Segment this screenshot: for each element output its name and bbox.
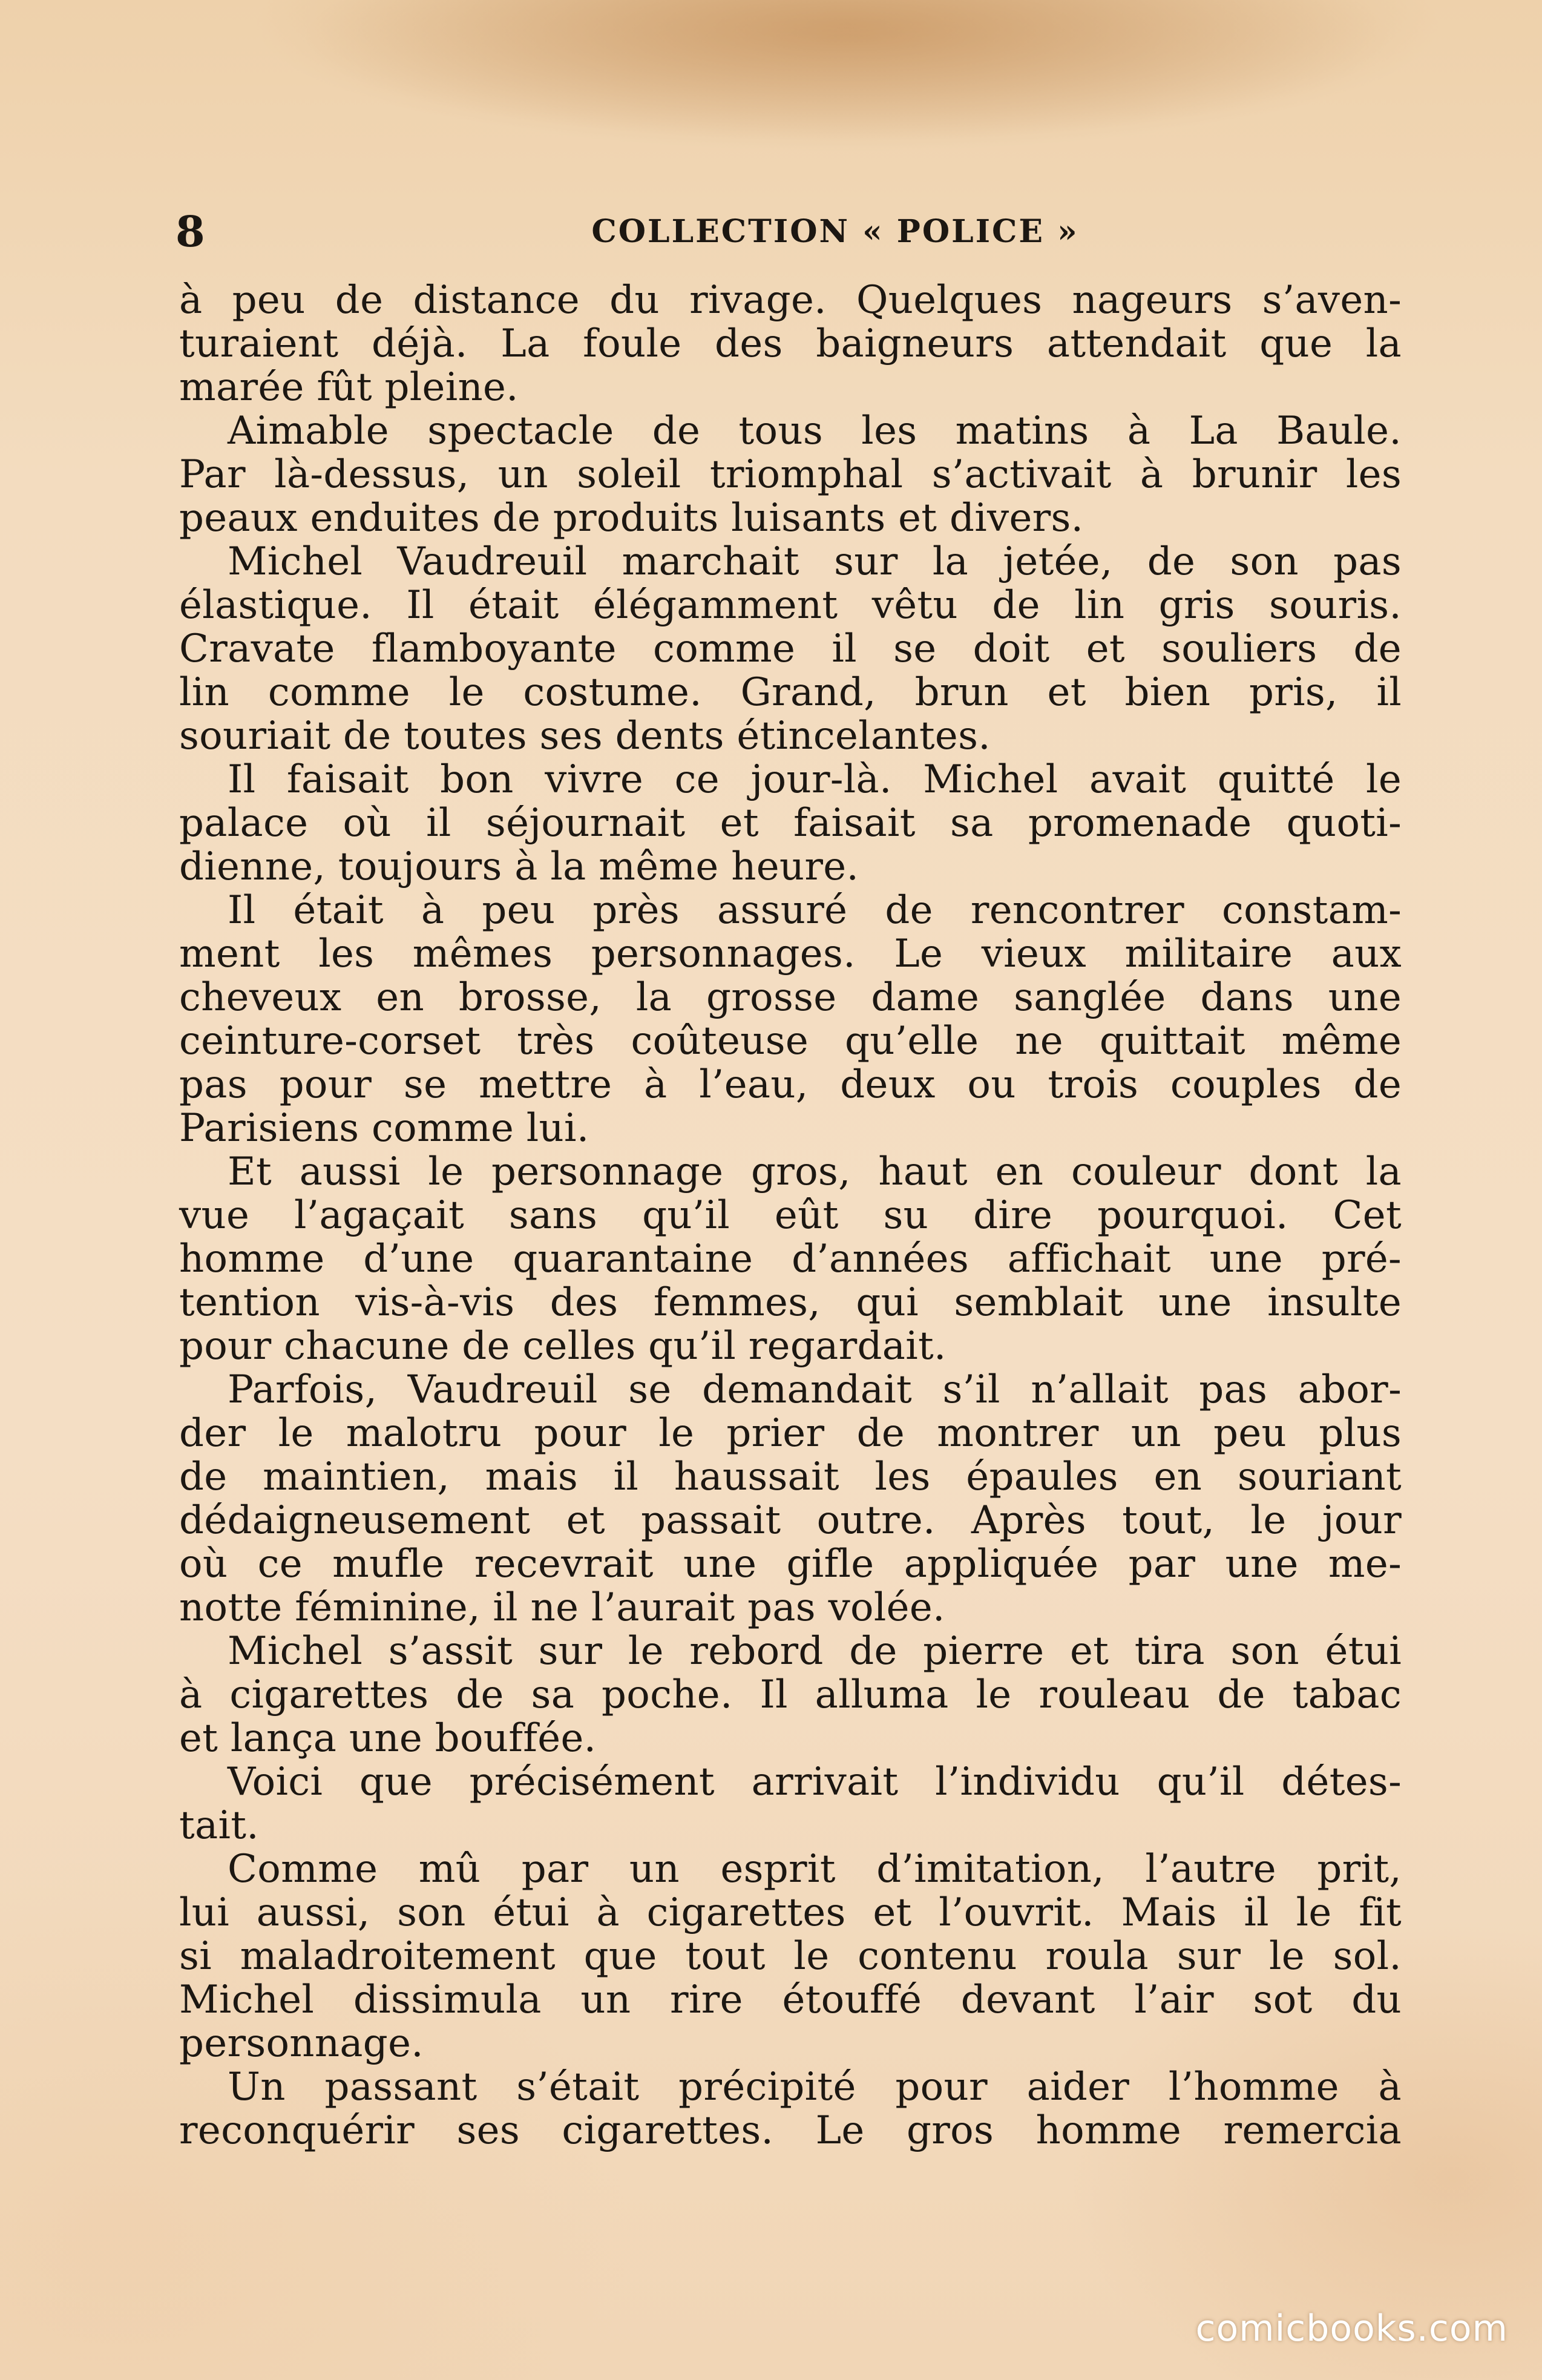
water-stain <box>182 0 1542 200</box>
text-line: pas pour se mettre à l’eau, deux ou trois couples de <box>179 1062 1402 1107</box>
text-line: Aimable spectacle de tous les matins à La Baule. <box>228 409 1402 453</box>
text-line: Par là-dessus, un soleil triomphal s’activait à brunir les <box>179 452 1402 497</box>
text-line: marée fût pleine. <box>179 365 519 410</box>
text-line: tait. <box>179 1803 259 1848</box>
text-line: souriait de toutes ses dents étincelantes. <box>179 714 991 758</box>
text-line: Il faisait bon vivre ce jour-là. Michel avait quitté le <box>228 757 1402 802</box>
text-line: ceinture-corset très coûteuse qu’elle ne quittait même <box>179 1019 1402 1063</box>
text-line: lui aussi, son étui à cigarettes et l’ouvrit. Mais il le fit <box>179 1890 1402 1935</box>
text-line: Cravate flamboyante comme il se doit et souliers de <box>179 626 1402 671</box>
text-line: et lança une bouffée. <box>179 1716 597 1761</box>
text-line: Comme mû par un esprit d’imitation, l’autre prit, <box>228 1847 1402 1892</box>
watermark-logo: comicbooks.com <box>1195 2307 1508 2350</box>
running-head <box>176 205 1398 259</box>
text-line: pour chacune de celles qu’il regardait. <box>179 1324 947 1369</box>
text-line: dienne, toujours à la même heure. <box>179 844 859 889</box>
page-number: 8 <box>176 206 205 257</box>
text-line: turaient déjà. La foule des baigneurs attendait que la <box>179 321 1402 366</box>
text-line: palace où il séjournait et faisait sa promenade quoti- <box>179 801 1402 846</box>
text-line: lin comme le costume. Grand, brun et bien pris, il <box>179 670 1402 715</box>
text-line: à peu de distance du rivage. Quelques nageurs s’aven- <box>179 278 1402 323</box>
text-line: vue l’agaçait sans qu’il eût su dire pourquoi. Cet <box>179 1193 1402 1238</box>
text-line: homme d’une quarantaine d’années affichait une pré- <box>179 1237 1402 1281</box>
text-line: cheveux en brosse, la grosse dame sanglée dans une <box>179 975 1402 1020</box>
text-line: Il était à peu près assuré de rencontrer constam- <box>228 888 1402 933</box>
text-line: de maintien, mais il haussait les épaules en souriant <box>179 1455 1402 1499</box>
text-line: Michel s’assit sur le rebord de pierre et tira son étui <box>228 1629 1402 1674</box>
text-line: tention vis-à-vis des femmes, qui semblait une insulte <box>179 1280 1402 1325</box>
text-line: Michel dissimula un rire étouffé devant l’air sot du <box>179 1977 1402 2022</box>
text-line: reconquérir ses cigarettes. Le gros homme remercia <box>179 2108 1402 2153</box>
text-line: personnage. <box>179 2021 424 2066</box>
text-line: der le malotru pour le prier de montrer un peu plus <box>179 1411 1402 1456</box>
text-line: peaux enduites de produits luisants et divers. <box>179 496 1084 541</box>
collection-title: COLLECTION « POLICE » <box>591 213 1079 250</box>
text-line: Michel Vaudreuil marchait sur la jetée, de son pas <box>228 539 1402 584</box>
text-line: Parisiens comme lui. <box>179 1106 589 1151</box>
text-line: Voici que précisément arrivait l’individu qu’il détes- <box>228 1760 1402 1804</box>
text-line: élastique. Il était élégamment vêtu de lin gris souris. <box>179 583 1402 628</box>
text-line: à cigarettes de sa poche. Il alluma le rouleau de tabac <box>179 1672 1402 1717</box>
text-line: dédaigneusement et passait outre. Après tout, le jour <box>179 1498 1402 1543</box>
text-line: Parfois, Vaudreuil se demandait s’il n’allait pas abor- <box>228 1367 1402 1412</box>
body-text <box>179 278 1402 2152</box>
text-line: si maladroitement que tout le contenu roula sur le sol. <box>179 1934 1402 1979</box>
text-line: notte féminine, il ne l’aurait pas volée. <box>179 1585 945 1630</box>
text-line: Un passant s’était précipité pour aider l’homme à <box>228 2065 1402 2109</box>
text-line: ment les mêmes personnages. Le vieux militaire aux <box>179 932 1402 976</box>
text-line: Et aussi le personnage gros, haut en couleur dont la <box>228 1149 1402 1194</box>
text-line: où ce mufle recevrait une gifle appliquée par une me- <box>179 1542 1402 1586</box>
